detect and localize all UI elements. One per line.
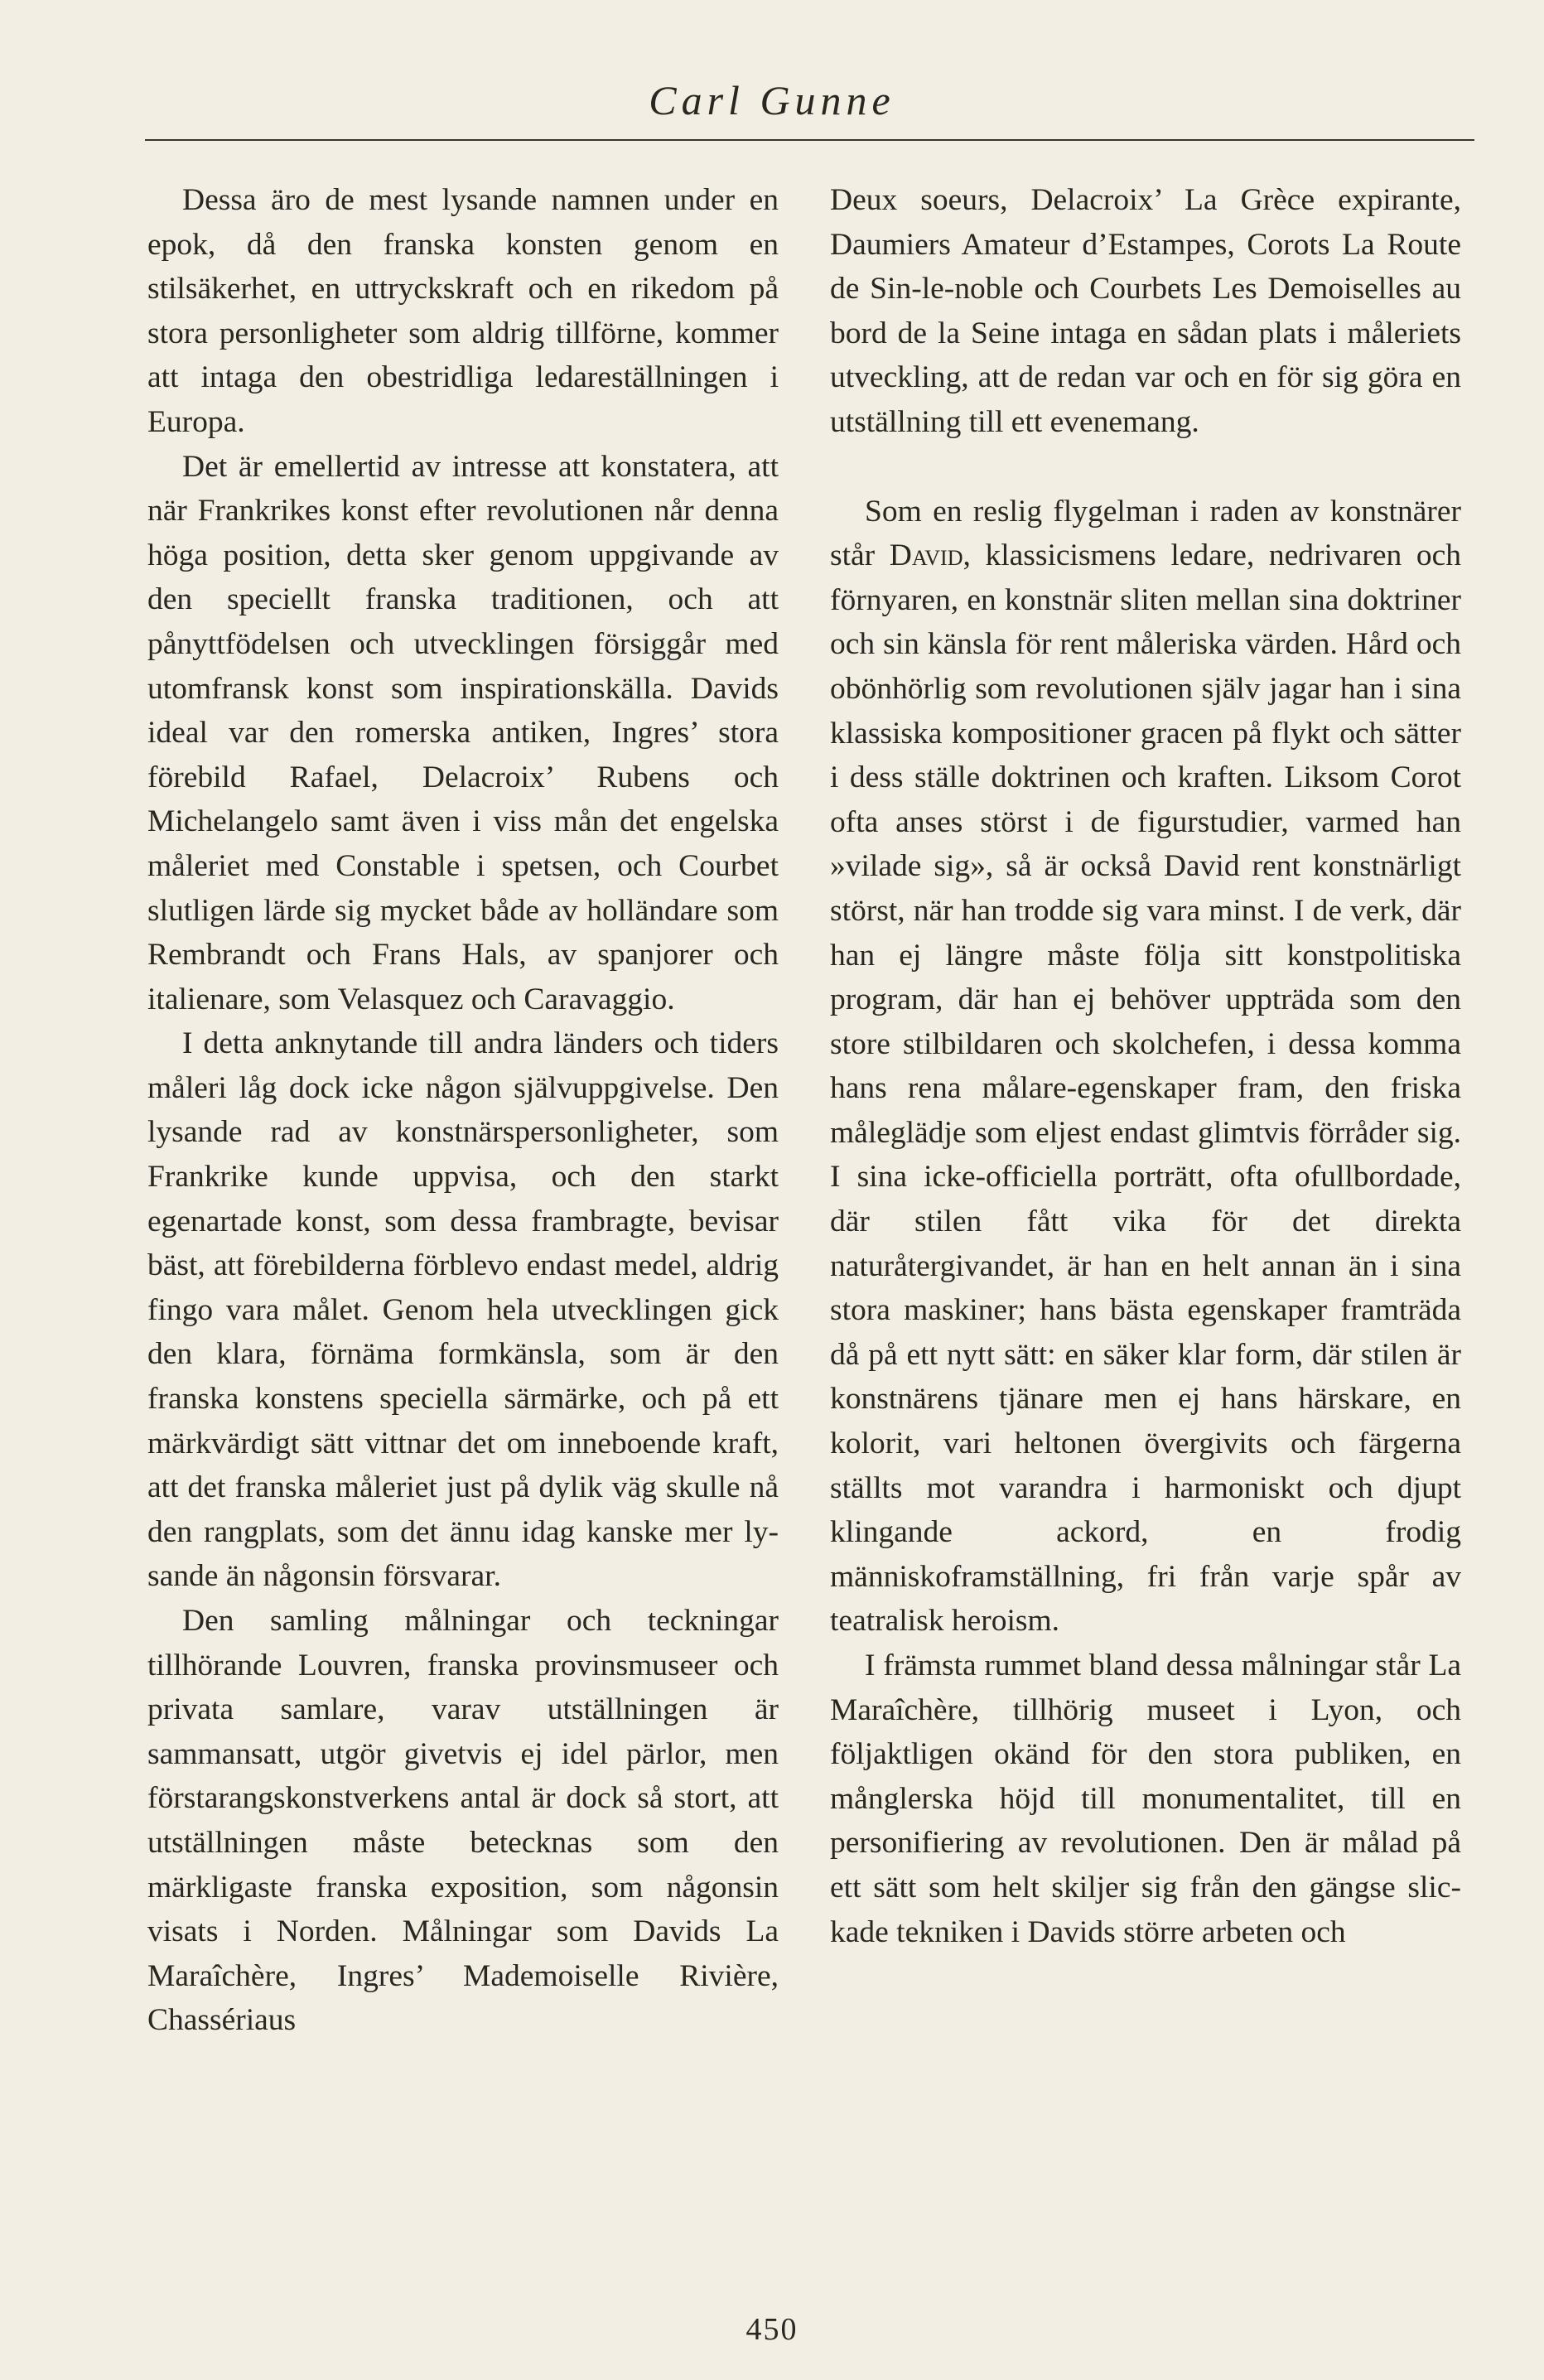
header-divider bbox=[145, 139, 1474, 141]
paragraph: I detta anknytande till andra länders och tiders måleri låg dock icke någon självuppgivelse. Den lysande rad av konstnärspersonligheter, som Frankrike kunde uppvisa, och den starkt egenartade konst, som dessa frambragte, bevisar bäst, att förebilderna förblevo endast medel, aldrig fingo vara målet. Genom hela utvecklingen gick den klara, förnäma formkänsla, som är den franska konstens speciella särmärke, och på ett märkvärdigt sätt vittnar det om inneboende kraft, att det franska måleriet just på dylik väg skulle nå den rangplats, som det ännu idag kanske mer lysande än någonsin försvarar. bbox=[147, 1026, 779, 1594]
paragraph: Det är emellertid av intresse att konstatera, att när Frankrikes konst efter revolutionen når denna höga position, detta sker genom uppgivande av den speciellt franska traditionen, och att pånyttfödelsen och utvecklingen försiggår med utomfransk konst som inspirationskälla. Davids ideal var den romerska antiken, Ingres’ stora förebild Rafael, Delacroix’ Rubens och Michelangelo samt även i viss mån det engelska måleriet med Constable i spetsen, och Courbet slutligen lärde sig mycket både av holländare som Rembrandt och Frans Hals, av spanjorer och italienare, som Velasquez och Caravaggio. bbox=[147, 449, 779, 1016]
page-number: 450 bbox=[745, 2312, 799, 2347]
right-column bbox=[830, 178, 1461, 1954]
running-head-title: Carl Gunne bbox=[649, 77, 895, 123]
paragraph: I främsta rummet bland dessa målningar står La Maraîchère, tillhörig museet i Lyon, och följaktligen okänd för den stora publiken, en månglerska höjd till monumentalitet, till en personifiering av revolutionen. Den är målad på ett sätt som helt skiljer sig från den gängse slickade tekniken i Davids större arbeten och bbox=[830, 1649, 1461, 1949]
text-run: Som en reslig flygelman i raden av konstnärer står bbox=[830, 494, 1461, 573]
paragraph: Dessa äro de mest lysande namnen under en epok, då den franska konsten genom en stilsäkerhet, en uttryckskraft och en rikedom på stora personligheter som aldrig tillförne, kommer att intaga den obestridliga ledareställningen i Europa. bbox=[147, 183, 779, 439]
artist-name-david: David bbox=[889, 538, 963, 573]
paragraph: Deux soeurs, Delacroix’ La Grèce expirante, Daumiers Amateur d’Estampes, Corots La Route de Sin-le-noble och Courbets Les Demoiselles au bord de la Seine intaga en sådan plats i måleriets utveckling, att de redan var och en för sig göra en utställning till ett evenemang. bbox=[830, 183, 1461, 439]
text-run: , klassicismens ledare, nedrivaren och förnyaren, en konstnär sliten mellan sina doktriner och sin känsla för rent måleriska värden. Hård och obönhörlig som revolutionen själv jagar han i sina klassiska kompositioner gracen på flykt och sätter i dess ställe doktrinen och kraften. Liksom Corot ofta anses störst i de figurstudier, varmed han »vilade sig», så är också David rent konstnärligt störst, när han trodde sig vara minst. I de verk, där han ej längre måste följa sitt konstpolitiska program, där han ej behöver uppträda som den store stilbildaren och skolchefen, i dessa komma hans rena målare-egenskaper fram, den friska måleglädje som eljest endast glimtvis förråder sig. I sina icke-officiella porträtt, ofta ofullbordade, där stilen fått vika för det direkta naturåtergivandet, är han en helt annan än i sina stora maskiner; hans bästa egenskaper framträda då på ett nytt sätt: en säker klar form, där stilen är konstnärens tjänare men ej hans härskare, en kolorit, vari heltonen övergivits och färgerna ställts mot varandra i harmoniskt och djupt klingande ackord, en frodig människoframställning, fri från varje spår av teatralisk heroism. bbox=[830, 538, 1461, 1639]
paragraph-david bbox=[830, 490, 1461, 1644]
paragraph: Den samling målningar och teckningar tillhörande Louvren, franska provinsmuseer och privata samlare, varav utställningen är sammansatt, utgör givetvis ej idel pärlor, men förstarangskonstverkens antal är dock så stort, att utställningen måste betecknas som den märkligaste franska exposition, som någonsin visats i Norden. Målningar som Davids La Maraîchère, Ingres’ Mademoiselle Rivière, Chassériaus bbox=[147, 1604, 779, 2038]
left-column bbox=[147, 178, 779, 2043]
